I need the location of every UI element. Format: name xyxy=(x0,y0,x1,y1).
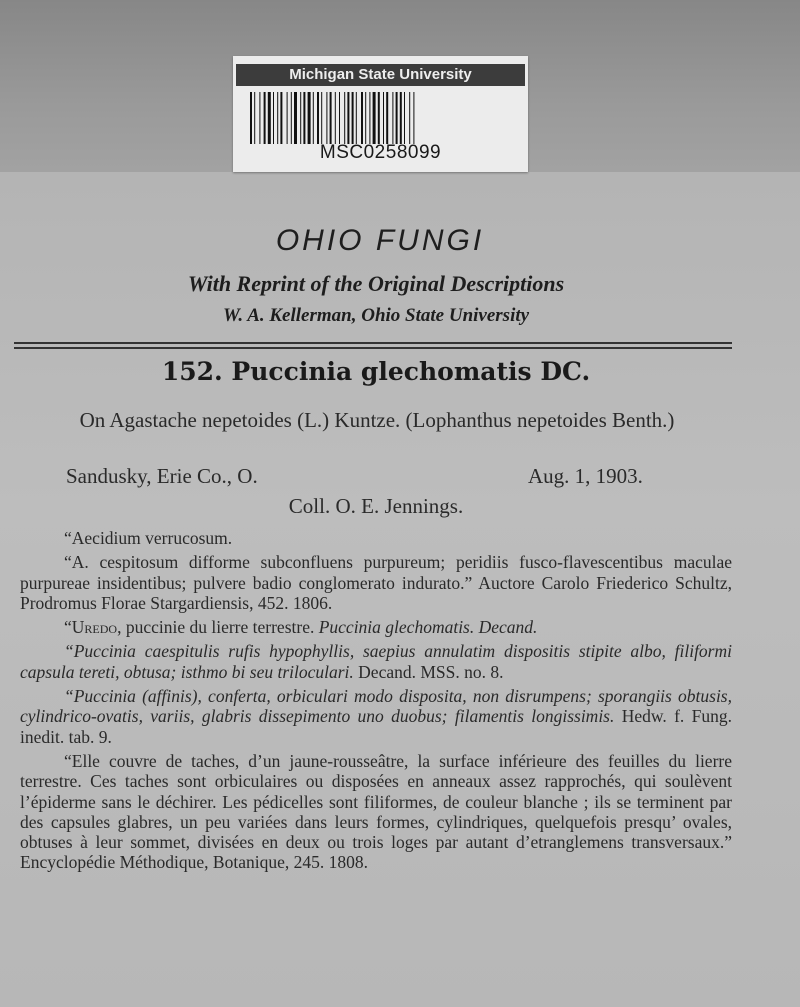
paragraph xyxy=(20,617,732,637)
barcode-bar xyxy=(399,92,401,144)
barcode-bar xyxy=(395,92,397,144)
barcode-bar xyxy=(294,92,297,144)
barcode-bar xyxy=(254,92,255,144)
locality: Sandusky, Erie Co., O. xyxy=(66,464,258,488)
italic-run: “Puccinia caespitulis rufis hypophyllis, saepius annulatim dispositis stipite albo, filiformi capsula tereti, obtusa; isthmo bi seu triloculari. xyxy=(20,641,732,682)
barcode-bar xyxy=(355,92,356,144)
barcode-bar xyxy=(259,92,260,144)
barcode-bar xyxy=(267,92,270,144)
text-run: Hedw. f. Fung. inedit. tab. 9. xyxy=(20,706,732,747)
barcode-bar xyxy=(351,92,353,144)
barcode-bar xyxy=(392,92,393,144)
institution-name: Michigan State University xyxy=(236,64,525,86)
barcode-bar xyxy=(321,92,322,144)
divider-rule xyxy=(14,347,732,349)
page-title: OHIO FUNGI xyxy=(275,224,485,257)
catalog-number: MSC0258099 xyxy=(319,142,442,163)
collector: Coll. O. E. Jennings. xyxy=(288,494,464,518)
barcode-bar xyxy=(361,92,363,144)
page-subtitle: With Reprint of the Original Descriptions xyxy=(187,271,565,296)
barcode-bar xyxy=(386,92,388,144)
host-line: On Agastache nepetoides (L.) Kuntze. (Lophanthus nepetoides Benth.) xyxy=(79,408,675,432)
species-heading: 152. Puccinia glechomatis DC. xyxy=(161,357,591,386)
barcode-bar xyxy=(312,92,313,144)
collection-date: Aug. 1, 1903. xyxy=(528,464,643,488)
italic-run: “Puccinia (affinis), conferta, orbiculari modo disposita, non disrumpens; sporangiis obtusis, cylindrico-ovatis, variis, glabris dissepimento uno duobus; filamentis longissimis. xyxy=(20,686,732,727)
barcode-bar xyxy=(329,92,331,144)
text-run: , puccinie du lierre terrestre. xyxy=(117,617,319,638)
barcode-bar xyxy=(344,92,345,144)
barcode-bar xyxy=(290,92,291,144)
barcode-bar xyxy=(413,92,414,144)
barcode-bar xyxy=(307,92,310,144)
barcode-bar xyxy=(334,92,335,144)
barcode-bar xyxy=(263,92,265,144)
paragraph xyxy=(20,686,732,747)
description-text xyxy=(20,528,732,877)
barcode-bar xyxy=(280,92,282,144)
barcode-bar xyxy=(300,92,301,144)
barcode-bar xyxy=(383,92,384,144)
barcode-bar xyxy=(404,92,405,144)
barcode-bar xyxy=(369,92,370,144)
barcode-bar xyxy=(409,92,410,144)
barcode-bar xyxy=(273,92,274,144)
barcode-bar xyxy=(317,92,319,144)
barcode-bar xyxy=(365,92,366,144)
barcode-bar xyxy=(277,92,278,144)
paragraph xyxy=(20,641,732,682)
genus-smallcaps: “Uredo xyxy=(64,617,118,638)
barcode-bar xyxy=(303,92,305,144)
barcode-bar xyxy=(286,92,287,144)
barcode-bar xyxy=(339,92,340,144)
barcode-image xyxy=(246,92,516,144)
barcode-bar xyxy=(250,92,252,144)
divider-rule xyxy=(14,342,732,344)
text-run: Decand. MSS. no. 8. xyxy=(353,661,504,682)
barcode-bar xyxy=(372,92,375,144)
barcode-label xyxy=(233,56,528,172)
italic-run: Puccinia glechomatis. Decand. xyxy=(318,617,538,638)
barcode-bar xyxy=(326,92,327,144)
author-line: W. A. Kellerman, Ohio State University xyxy=(222,305,530,326)
barcode-bar xyxy=(347,92,349,144)
paragraph: “Elle couvre de taches, d’un jaune-rousseâtre, la surface inférieure des feuilles du lierre terrestre. Ces taches sont orbiculaires ou disposées en anneaux assez rapprochés, qui soulèvent l’épiderme sans le déchirer. Les pédicelles sont filiformes, de couleur blanche ; ils se terminent par des capsules glabres, un peu variées dans leurs formes, cylindriques, quelquefois presqu’ ovales, obtuses à leur sommet, divisées en deux ou trois loges par autant d’etranglemens transversaux.” Encyclopédie Méthodique, Botanique, 245. 1808. xyxy=(20,750,732,873)
paragraph: “Aecidium verrucosum. xyxy=(64,528,233,548)
barcode-bar xyxy=(377,92,379,144)
paragraph: “A. cespitosum difforme subconfluens purpureum; peridiis fusco-flavescentibus maculae purpureae insidentibus; pulvere badio conglomerato indurato.” Auctore Carolo Friederico Schultz, Prodromus Florae Stargardiensis, 452. 1806. xyxy=(20,552,732,613)
